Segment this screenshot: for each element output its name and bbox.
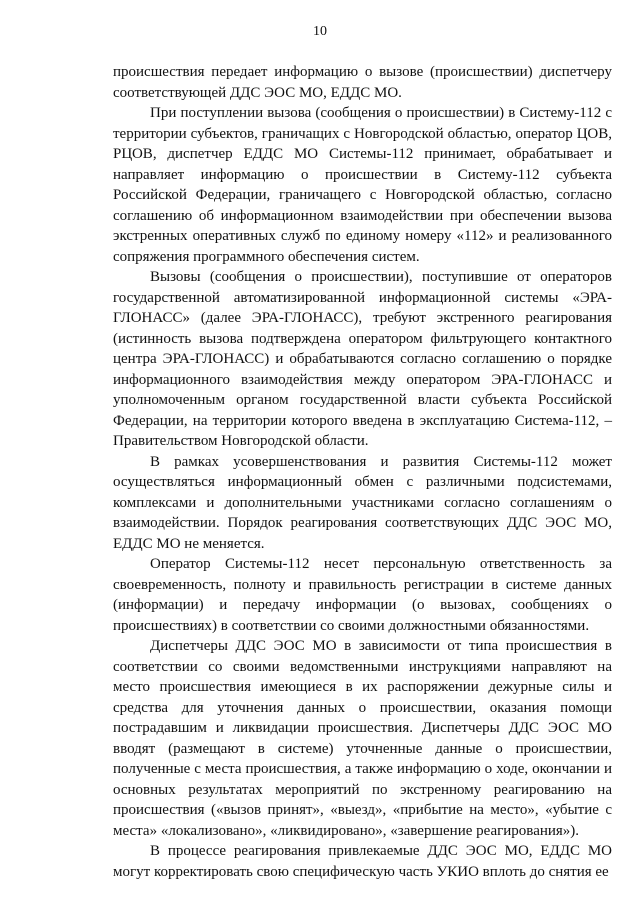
paragraph-border-regions: При поступлении вызова (сообщения о происшествии) в Систему-112 с территории субъектов, граничащих с Новгородской областью, оператор ЦОВ, РЦОВ, диспетчер ЕДДС МО Системы-112 принимает, обрабатывает и направляет информацию о происшествии в Систему-112 субъекта Российской Федерации, граничащего с Новгородской областью, согласно соглашению об информационном взаимодействии при обеспечении вызова экстренных оперативных служб по единому номеру «112» и реализованного сопряжения программного обеспечения систем. [113, 105, 612, 265]
paragraph-continuation: происшествия передает информацию о вызове (происшествии) диспетчеру соответствующей ДДС ЭОС МО, ЕДДС МО. [113, 64, 612, 101]
paragraph-dispatchers: Диспетчеры ДДС ЭОС МО в зависимости от типа происшествия в соответствии со своими ведомственными инструкциями направляют на место происшествия имеющиеся в их распоряжении дежурные силы и средства для уточнения данных о происшествии, оказания помощи пострадавшим и ликвидации происшествия. Диспетчеры ДДС ЭОС МО вводят (размещают в системе) уточненные данные о происшествии, полученные с места происшествия, а также информацию о ходе, окончании и основных результатах мероприятий по экстренному реагированию на происшествия («вызов принят», «выезд», «прибытие на место», «убытие с места» «локализовано», «ликвидировано», «завершение реагирования»). [113, 638, 612, 839]
document-body [113, 62, 612, 882]
page-number: 10 [313, 24, 327, 39]
paragraph-operator-responsibility: Оператор Системы-112 несет персональную ответственность за своевременность, полноту и правильность регистрации в системе данных (информации) и передачу информации (о вызовах, сообщениях о происшествиях) в соответствии со своими должностными обязанностями. [113, 556, 612, 634]
paragraph-response-process: В процессе реагирования привлекаемые ДДС ЭОС МО, ЕДДС МО могут корректировать свою специфическую часть УКИО вплоть до снятия ее [113, 843, 612, 880]
paragraph-era-glonass: Вызовы (сообщения о происшествии), поступившие от операторов государственной автоматизированной информационной системы «ЭРА-ГЛОНАСС» (далее ЭРА-ГЛОНАСС), требуют экстренного реагирования (истинность вызова подтверждена оператором фильтрующего контактного центра ЭРА-ГЛОНАСС) и обрабатываются согласно соглашению о порядке информационного взаимодействия между оператором ЭРА-ГЛОНАСС и уполномоченным органом государственной власти субъекта Российской Федерации, на территории которого введена в эксплуатацию Система-112, – Правительством Новгородской области. [113, 269, 612, 449]
paragraph-system-development: В рамках усовершенствования и развития Системы-112 может осуществляться информационный обмен с различными подсистемами, комплексами и дополнительными участниками согласно соглашениям о взаимодействии. Порядок реагирования соответствующих ДДС ЭОС МО, ЕДДС МО не меняется. [113, 453, 612, 552]
